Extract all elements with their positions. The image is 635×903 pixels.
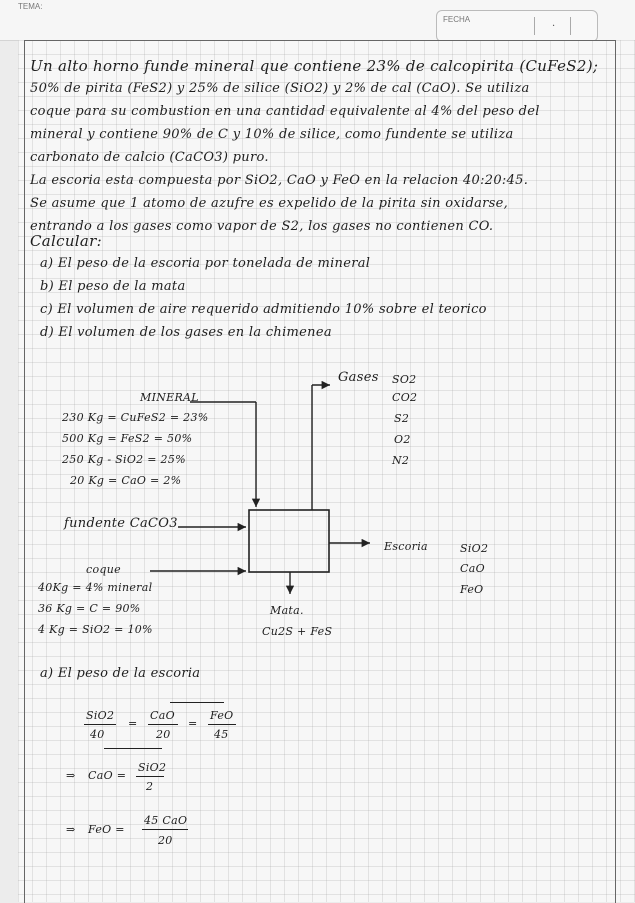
- mineral-label: MINERAL: [140, 391, 199, 404]
- gas-item: S2: [394, 412, 410, 425]
- fraction-bar: [208, 724, 236, 725]
- arrow-icon: ⇒: [66, 823, 76, 836]
- fraction-numerator: SiO2: [138, 761, 167, 774]
- equals-sign: =: [188, 717, 198, 730]
- ratio-numerator: SiO2: [86, 709, 115, 722]
- mineral-item: 500 Kg = FeS2 = 50%: [62, 432, 193, 445]
- ratio-denominator: 40: [90, 728, 105, 741]
- problem-line: Se asume que 1 atomo de azufre es expelido de la pirita sin oxidarse,: [30, 196, 509, 211]
- question-item: c) El volumen de aire requerido admitiendo 10% sobre el teorico: [40, 302, 487, 317]
- mineral-item: 250 Kg - SiO2 = 25%: [62, 453, 186, 466]
- escoria-item: SiO2: [460, 542, 489, 555]
- fraction-denominator: 2: [146, 780, 154, 793]
- arrow-icon: ⇒: [66, 769, 76, 782]
- escoria-item: CaO: [460, 562, 485, 575]
- ratio-numerator: FeO: [210, 709, 234, 722]
- problem-line: entrando a los gases como vapor de S2, los gases no contienen CO.: [30, 219, 494, 234]
- problem-line: 50% de pirita (FeS2) y 25% de silice (SiO2) y 2% de cal (CaO). Se utiliza: [30, 81, 530, 96]
- mata-composition: Cu2S + FeS: [262, 625, 333, 638]
- question-item: a) El peso de la escoria por tonelada de mineral: [40, 256, 371, 271]
- bracket-line: [104, 748, 162, 749]
- ratio-denominator: 20: [156, 728, 171, 741]
- gas-item: CO2: [392, 391, 418, 404]
- gas-item: N2: [392, 454, 410, 467]
- mineral-item: 230 Kg = CuFeS2 = 23%: [62, 411, 209, 424]
- coque-item: 36 Kg = C = 90%: [38, 602, 141, 615]
- bracket-line: [170, 702, 224, 703]
- fraction-bar: [84, 724, 116, 725]
- furnace-box: [249, 510, 329, 572]
- coque-item: 4 Kg = SiO2 = 10%: [38, 623, 153, 636]
- fraction-bar: [142, 829, 188, 830]
- fraction-numerator: 45 CaO: [144, 814, 188, 827]
- escoria-label: Escoria: [384, 540, 428, 553]
- equation-lhs: FeO =: [88, 823, 125, 836]
- solution-heading: a) El peso de la escoria: [40, 666, 201, 681]
- problem-line: La escoria esta compuesta por SiO2, CaO y FeO en la relacion 40:20:45.: [30, 173, 529, 188]
- problem-line: Un alto horno funde mineral que contiene 23% de calcopirita (CuFeS2);: [30, 57, 599, 75]
- problem-line: coque para su combustion en una cantidad equivalente al 4% del peso del: [30, 104, 540, 119]
- coque-label: coque: [86, 563, 121, 576]
- coque-item: 40Kg = 4% mineral: [38, 581, 153, 594]
- ratio-denominator: 45: [214, 728, 229, 741]
- gas-item: O2: [394, 433, 411, 446]
- mata-label: Mata.: [270, 604, 304, 617]
- fraction-bar: [136, 776, 164, 777]
- problem-line: carbonato de calcio (CaCO3) puro.: [30, 150, 269, 165]
- problem-line: mineral y contiene 90% de C y 10% de silice, como fundente se utiliza: [30, 127, 514, 142]
- fundente-label: fundente CaCO3: [64, 516, 178, 531]
- fraction-denominator: 20: [158, 834, 173, 847]
- fraction-bar: [148, 724, 178, 725]
- gas-item: SO2: [392, 373, 417, 386]
- ratio-numerator: CaO: [150, 709, 175, 722]
- fecha-label: FECHA: [443, 15, 471, 24]
- equals-sign: =: [128, 717, 138, 730]
- mineral-item: 20 Kg = CaO = 2%: [70, 474, 182, 487]
- equation-lhs: CaO =: [88, 769, 127, 782]
- gases-label: Gases: [338, 370, 379, 385]
- escoria-item: FeO: [460, 583, 484, 596]
- fecha-dot: ·: [552, 21, 556, 32]
- question-item: b) El peso de la mata: [40, 279, 186, 294]
- question-item: d) El volumen de los gases en la chimenea: [40, 325, 332, 340]
- tema-label: TEMA:: [18, 2, 43, 11]
- calcular-label: Calcular:: [30, 232, 102, 250]
